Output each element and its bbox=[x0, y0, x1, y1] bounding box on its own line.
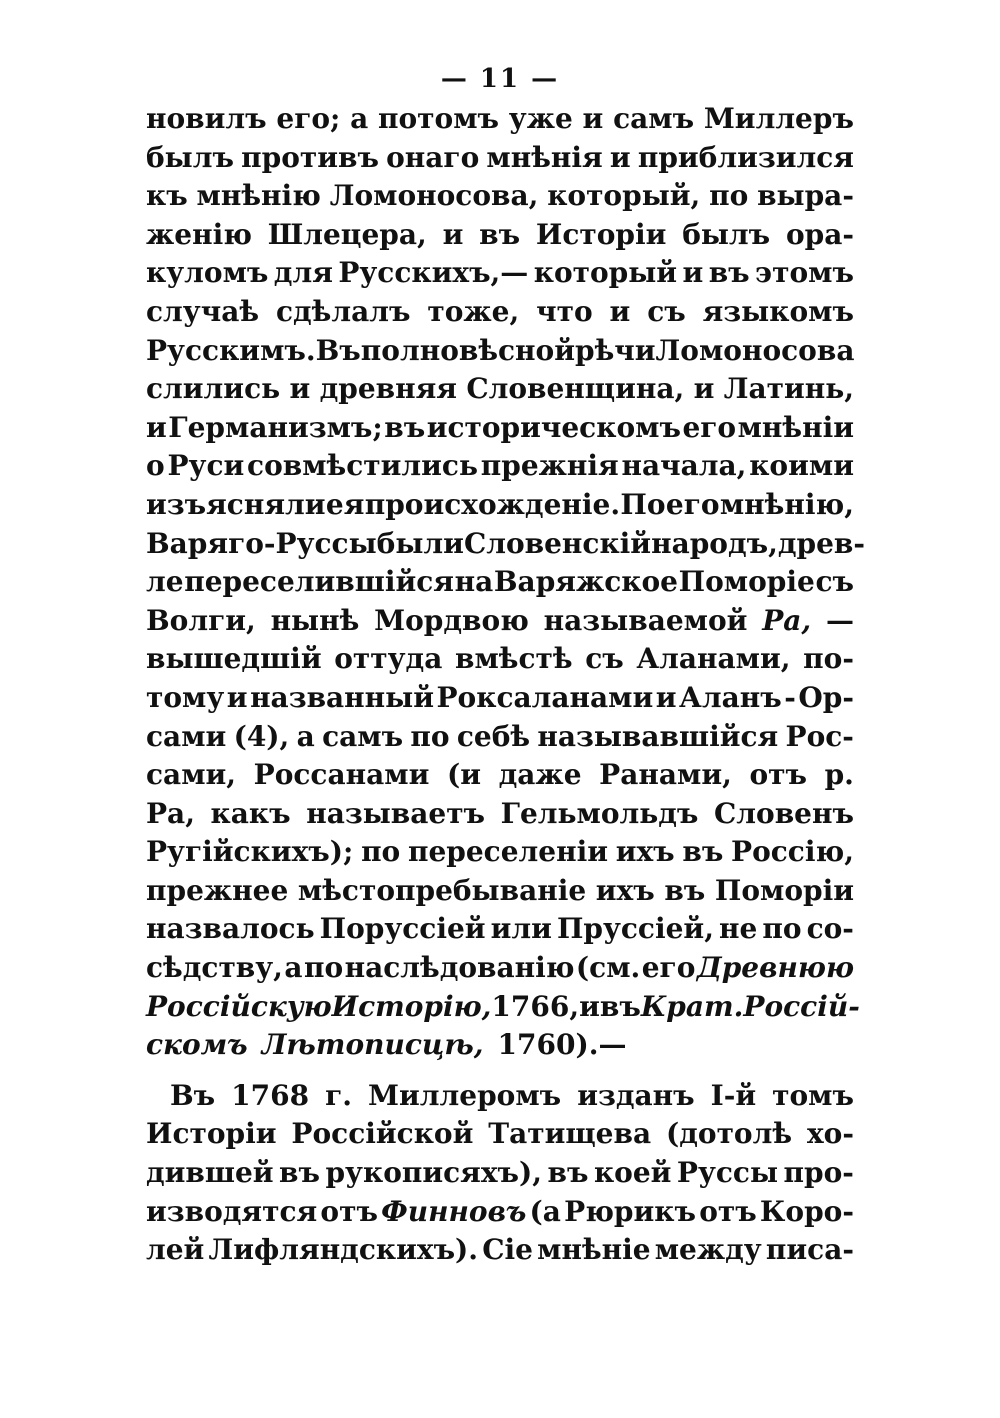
word: по bbox=[762, 912, 802, 946]
word: хо- bbox=[806, 1117, 854, 1151]
word: онаго bbox=[386, 140, 480, 174]
word: Исторіи bbox=[535, 217, 667, 251]
word: себѣ bbox=[456, 719, 531, 753]
word: Варяжское bbox=[493, 565, 678, 599]
word: между bbox=[654, 1233, 762, 1267]
word: Крат. bbox=[640, 989, 744, 1023]
word: и bbox=[693, 372, 715, 406]
word: рукописяхъ), bbox=[325, 1156, 543, 1190]
word: о bbox=[146, 449, 165, 483]
word: слились bbox=[146, 372, 281, 406]
word: сдѣлалъ bbox=[275, 294, 411, 328]
word: Россанами bbox=[253, 758, 430, 792]
text-line bbox=[146, 177, 854, 216]
word: коими bbox=[749, 449, 854, 483]
word: переселившійся bbox=[184, 565, 454, 599]
word: его bbox=[665, 487, 720, 521]
word: Варяго-Руссы bbox=[146, 526, 377, 560]
word: - bbox=[784, 680, 796, 714]
word: Мордвою bbox=[374, 603, 529, 637]
word: тоже, bbox=[427, 294, 520, 328]
text-line bbox=[146, 1026, 854, 1065]
word: Волги, bbox=[146, 603, 256, 637]
text-line bbox=[146, 216, 854, 255]
word: и bbox=[609, 294, 631, 328]
word: и bbox=[146, 410, 167, 444]
text-line bbox=[146, 409, 854, 448]
text-line bbox=[146, 447, 854, 486]
word: назвалось bbox=[146, 912, 315, 946]
word: въ bbox=[279, 1156, 320, 1190]
word: по bbox=[410, 719, 450, 753]
word: Словенщина, bbox=[466, 372, 685, 406]
word: на bbox=[454, 565, 494, 599]
word: Ра, bbox=[762, 603, 812, 637]
word: Роксаланами bbox=[436, 680, 654, 714]
word: Древнюю bbox=[696, 951, 854, 985]
word: Въ bbox=[315, 333, 361, 367]
word: называемой bbox=[543, 603, 748, 637]
word: Ра, bbox=[146, 796, 195, 830]
word: Пруссіей, bbox=[556, 912, 714, 946]
word: Аланами, bbox=[636, 642, 791, 676]
text-line bbox=[146, 293, 854, 332]
word: по bbox=[303, 951, 344, 985]
word: Исторіи bbox=[146, 1117, 277, 1151]
word: 1768 bbox=[231, 1078, 310, 1112]
word: (4), bbox=[233, 719, 290, 753]
text-line bbox=[146, 100, 854, 139]
word: и bbox=[442, 217, 464, 251]
text-line bbox=[146, 833, 854, 872]
word: въ bbox=[682, 835, 724, 869]
word: Рос- bbox=[785, 719, 854, 753]
word: Татищева bbox=[488, 1117, 652, 1151]
word: потомъ bbox=[378, 102, 500, 135]
word: куломъ bbox=[146, 256, 269, 290]
word: а bbox=[296, 719, 315, 753]
word: а bbox=[284, 951, 303, 985]
word: по- bbox=[803, 642, 854, 676]
word: переселеніи bbox=[407, 835, 608, 869]
word: приблизился bbox=[637, 140, 854, 174]
word: и bbox=[582, 102, 604, 135]
word: въ bbox=[664, 873, 706, 907]
word: Россію, bbox=[731, 835, 854, 869]
word: происхожденіе. bbox=[364, 487, 621, 521]
word: былъ bbox=[146, 140, 234, 174]
word: названный bbox=[250, 680, 434, 714]
word: коей bbox=[593, 1156, 672, 1190]
word: Германизмъ; bbox=[168, 410, 383, 444]
word: ея bbox=[325, 487, 365, 521]
word: рѣчи bbox=[575, 333, 656, 367]
word: — bbox=[825, 603, 854, 637]
word: Ругійскихъ); bbox=[146, 835, 354, 869]
text-line bbox=[146, 949, 854, 988]
word: этомъ bbox=[755, 256, 854, 290]
word: народъ, bbox=[651, 526, 778, 560]
word: Руссы bbox=[676, 1156, 779, 1190]
text-line bbox=[146, 640, 854, 679]
word: называвшійся bbox=[537, 719, 779, 753]
word: Поморіе bbox=[678, 565, 815, 599]
word: женію bbox=[146, 217, 252, 251]
word: Латинь, bbox=[723, 372, 854, 406]
word: и bbox=[609, 140, 631, 174]
word: Поруссіей bbox=[319, 912, 486, 946]
word: Ранами, bbox=[599, 758, 732, 792]
word: Миллеромъ bbox=[368, 1078, 562, 1112]
word: уже bbox=[508, 102, 573, 135]
word: его bbox=[641, 951, 696, 985]
word: мнѣніи bbox=[737, 410, 854, 444]
text-line bbox=[146, 139, 854, 178]
word: начала, bbox=[621, 449, 747, 483]
word: мнѣнія bbox=[486, 140, 603, 174]
word: Миллеръ bbox=[703, 102, 854, 135]
word: а bbox=[350, 102, 369, 135]
word: и bbox=[226, 680, 248, 714]
word: по bbox=[709, 179, 749, 213]
word: Шлецера, bbox=[267, 217, 427, 251]
word: со- bbox=[806, 912, 854, 946]
word: ора- bbox=[785, 217, 854, 251]
word: мнѣнію bbox=[196, 179, 321, 213]
word: р. bbox=[824, 758, 854, 792]
word: который bbox=[533, 256, 678, 290]
word: тому bbox=[146, 680, 225, 714]
word: въ bbox=[708, 256, 750, 290]
word: Ор- bbox=[798, 680, 854, 714]
word: не bbox=[719, 912, 758, 946]
word: 1766, bbox=[491, 989, 580, 1023]
word: Исторію, bbox=[331, 989, 492, 1023]
word: Русскимъ. bbox=[146, 333, 316, 367]
word: древняя bbox=[319, 372, 457, 406]
word: г. bbox=[325, 1078, 353, 1112]
word: съ bbox=[647, 294, 686, 328]
word: и bbox=[655, 680, 677, 714]
word: въ bbox=[599, 989, 641, 1023]
text-line bbox=[146, 718, 854, 757]
word: съ bbox=[815, 565, 854, 599]
word: отъ bbox=[749, 758, 807, 792]
word: дившей bbox=[146, 1156, 274, 1190]
text-line bbox=[146, 563, 854, 602]
word: Поморіи bbox=[714, 873, 854, 907]
word: изводятся bbox=[146, 1194, 318, 1228]
word: прежнія bbox=[480, 449, 619, 483]
word: вышедшій bbox=[146, 642, 322, 676]
word: выра- bbox=[757, 179, 854, 213]
word: вмѣстѣ bbox=[454, 642, 573, 676]
word: 1760).— bbox=[497, 1028, 627, 1062]
text-line bbox=[146, 872, 854, 911]
word: Ломоносова bbox=[655, 333, 855, 367]
text-line bbox=[146, 910, 854, 949]
word: Словенскій bbox=[463, 526, 652, 560]
word: даже bbox=[498, 758, 582, 792]
word: совмѣстились bbox=[247, 449, 478, 483]
text-line bbox=[146, 679, 854, 718]
word: въ bbox=[547, 1156, 589, 1190]
word: про- bbox=[783, 1156, 854, 1190]
word: языкомъ bbox=[702, 294, 854, 328]
word: нынѣ bbox=[270, 603, 360, 637]
word: мѣстопребываніе bbox=[297, 873, 587, 907]
word: историческомъ bbox=[426, 410, 681, 444]
word: что bbox=[536, 294, 593, 328]
word: или bbox=[490, 912, 552, 946]
word: Руси bbox=[167, 449, 245, 483]
text-line bbox=[146, 988, 860, 1027]
word: и bbox=[289, 372, 311, 406]
word: древ- bbox=[777, 526, 865, 560]
word: томъ bbox=[772, 1078, 854, 1112]
word: (и bbox=[446, 758, 481, 792]
word: Рюрикъ bbox=[564, 1194, 696, 1228]
word: Россій- bbox=[743, 989, 860, 1023]
word: Аланъ bbox=[679, 680, 782, 714]
word: къ bbox=[146, 179, 188, 213]
word: Сіе bbox=[482, 1233, 533, 1267]
word: въ bbox=[479, 217, 521, 251]
word: Коро- bbox=[759, 1194, 854, 1228]
word: и bbox=[579, 989, 600, 1023]
text-line bbox=[146, 1193, 854, 1232]
word: прежнее bbox=[146, 873, 289, 907]
word: скомъ bbox=[146, 1028, 248, 1062]
word: мнѣніе bbox=[537, 1233, 651, 1267]
word: мнѣнію, bbox=[719, 487, 854, 521]
word: съ bbox=[585, 642, 624, 676]
word: называетъ bbox=[306, 796, 486, 830]
text-line bbox=[146, 254, 854, 293]
word: новилъ bbox=[146, 102, 267, 135]
word: писа- bbox=[765, 1233, 854, 1267]
text-line bbox=[146, 1077, 854, 1116]
word: лей bbox=[146, 1233, 205, 1267]
word: оттуда bbox=[334, 642, 443, 676]
body-text bbox=[146, 100, 865, 1270]
word: изъясняли bbox=[146, 487, 326, 521]
word: былъ bbox=[682, 217, 771, 251]
page-number: — 11 — bbox=[440, 64, 560, 94]
text-line bbox=[146, 1231, 854, 1270]
word: Словенъ bbox=[714, 796, 854, 830]
word: Въ bbox=[170, 1078, 216, 1112]
text-line bbox=[146, 1115, 854, 1154]
word: самъ bbox=[322, 719, 404, 753]
word: ихъ bbox=[615, 835, 675, 869]
word: его bbox=[682, 410, 737, 444]
word: Лѣтописцѣ, bbox=[261, 1028, 484, 1062]
word: самъ bbox=[613, 102, 695, 135]
text-line bbox=[146, 332, 854, 371]
text-line bbox=[146, 602, 854, 641]
word: ихъ bbox=[595, 873, 655, 907]
word: отъ bbox=[320, 1194, 378, 1228]
word: Гельмольдъ bbox=[500, 796, 699, 830]
text-line bbox=[146, 525, 865, 564]
word: его; bbox=[276, 102, 341, 135]
word: по bbox=[361, 835, 401, 869]
word: случаѣ bbox=[146, 294, 260, 328]
word: изданъ bbox=[577, 1078, 695, 1112]
word: ле bbox=[146, 565, 184, 599]
word: I-й bbox=[710, 1078, 757, 1112]
word: отъ bbox=[699, 1194, 757, 1228]
word: сами, bbox=[146, 758, 237, 792]
word: который, bbox=[547, 179, 701, 213]
word: въ bbox=[384, 410, 426, 444]
word: для bbox=[273, 256, 333, 290]
word: какъ bbox=[210, 796, 291, 830]
text-line bbox=[146, 756, 854, 795]
word: сами bbox=[146, 719, 227, 753]
paragraph bbox=[146, 100, 865, 1065]
word: Финновъ bbox=[381, 1194, 527, 1228]
word: Русскихъ,— bbox=[338, 256, 529, 290]
word: Россійскую bbox=[146, 989, 332, 1023]
word: По bbox=[620, 487, 666, 521]
word: сѣдству, bbox=[146, 951, 283, 985]
text-line bbox=[146, 486, 854, 525]
word: наслѣдованію bbox=[344, 951, 575, 985]
word: Лифляндскихъ). bbox=[208, 1233, 479, 1267]
word: (дотолѣ bbox=[666, 1117, 793, 1151]
word: (а bbox=[529, 1194, 561, 1228]
word: были bbox=[376, 526, 464, 560]
text-line bbox=[146, 795, 854, 834]
word: противъ bbox=[241, 140, 379, 174]
paragraph bbox=[146, 1077, 854, 1270]
word: Ломоносова, bbox=[329, 179, 539, 213]
word: Россійской bbox=[291, 1117, 474, 1151]
word: (см. bbox=[575, 951, 641, 985]
text-line bbox=[146, 1154, 854, 1193]
word: и bbox=[682, 256, 704, 290]
word: полновѣсной bbox=[360, 333, 575, 367]
text-line bbox=[146, 370, 854, 409]
